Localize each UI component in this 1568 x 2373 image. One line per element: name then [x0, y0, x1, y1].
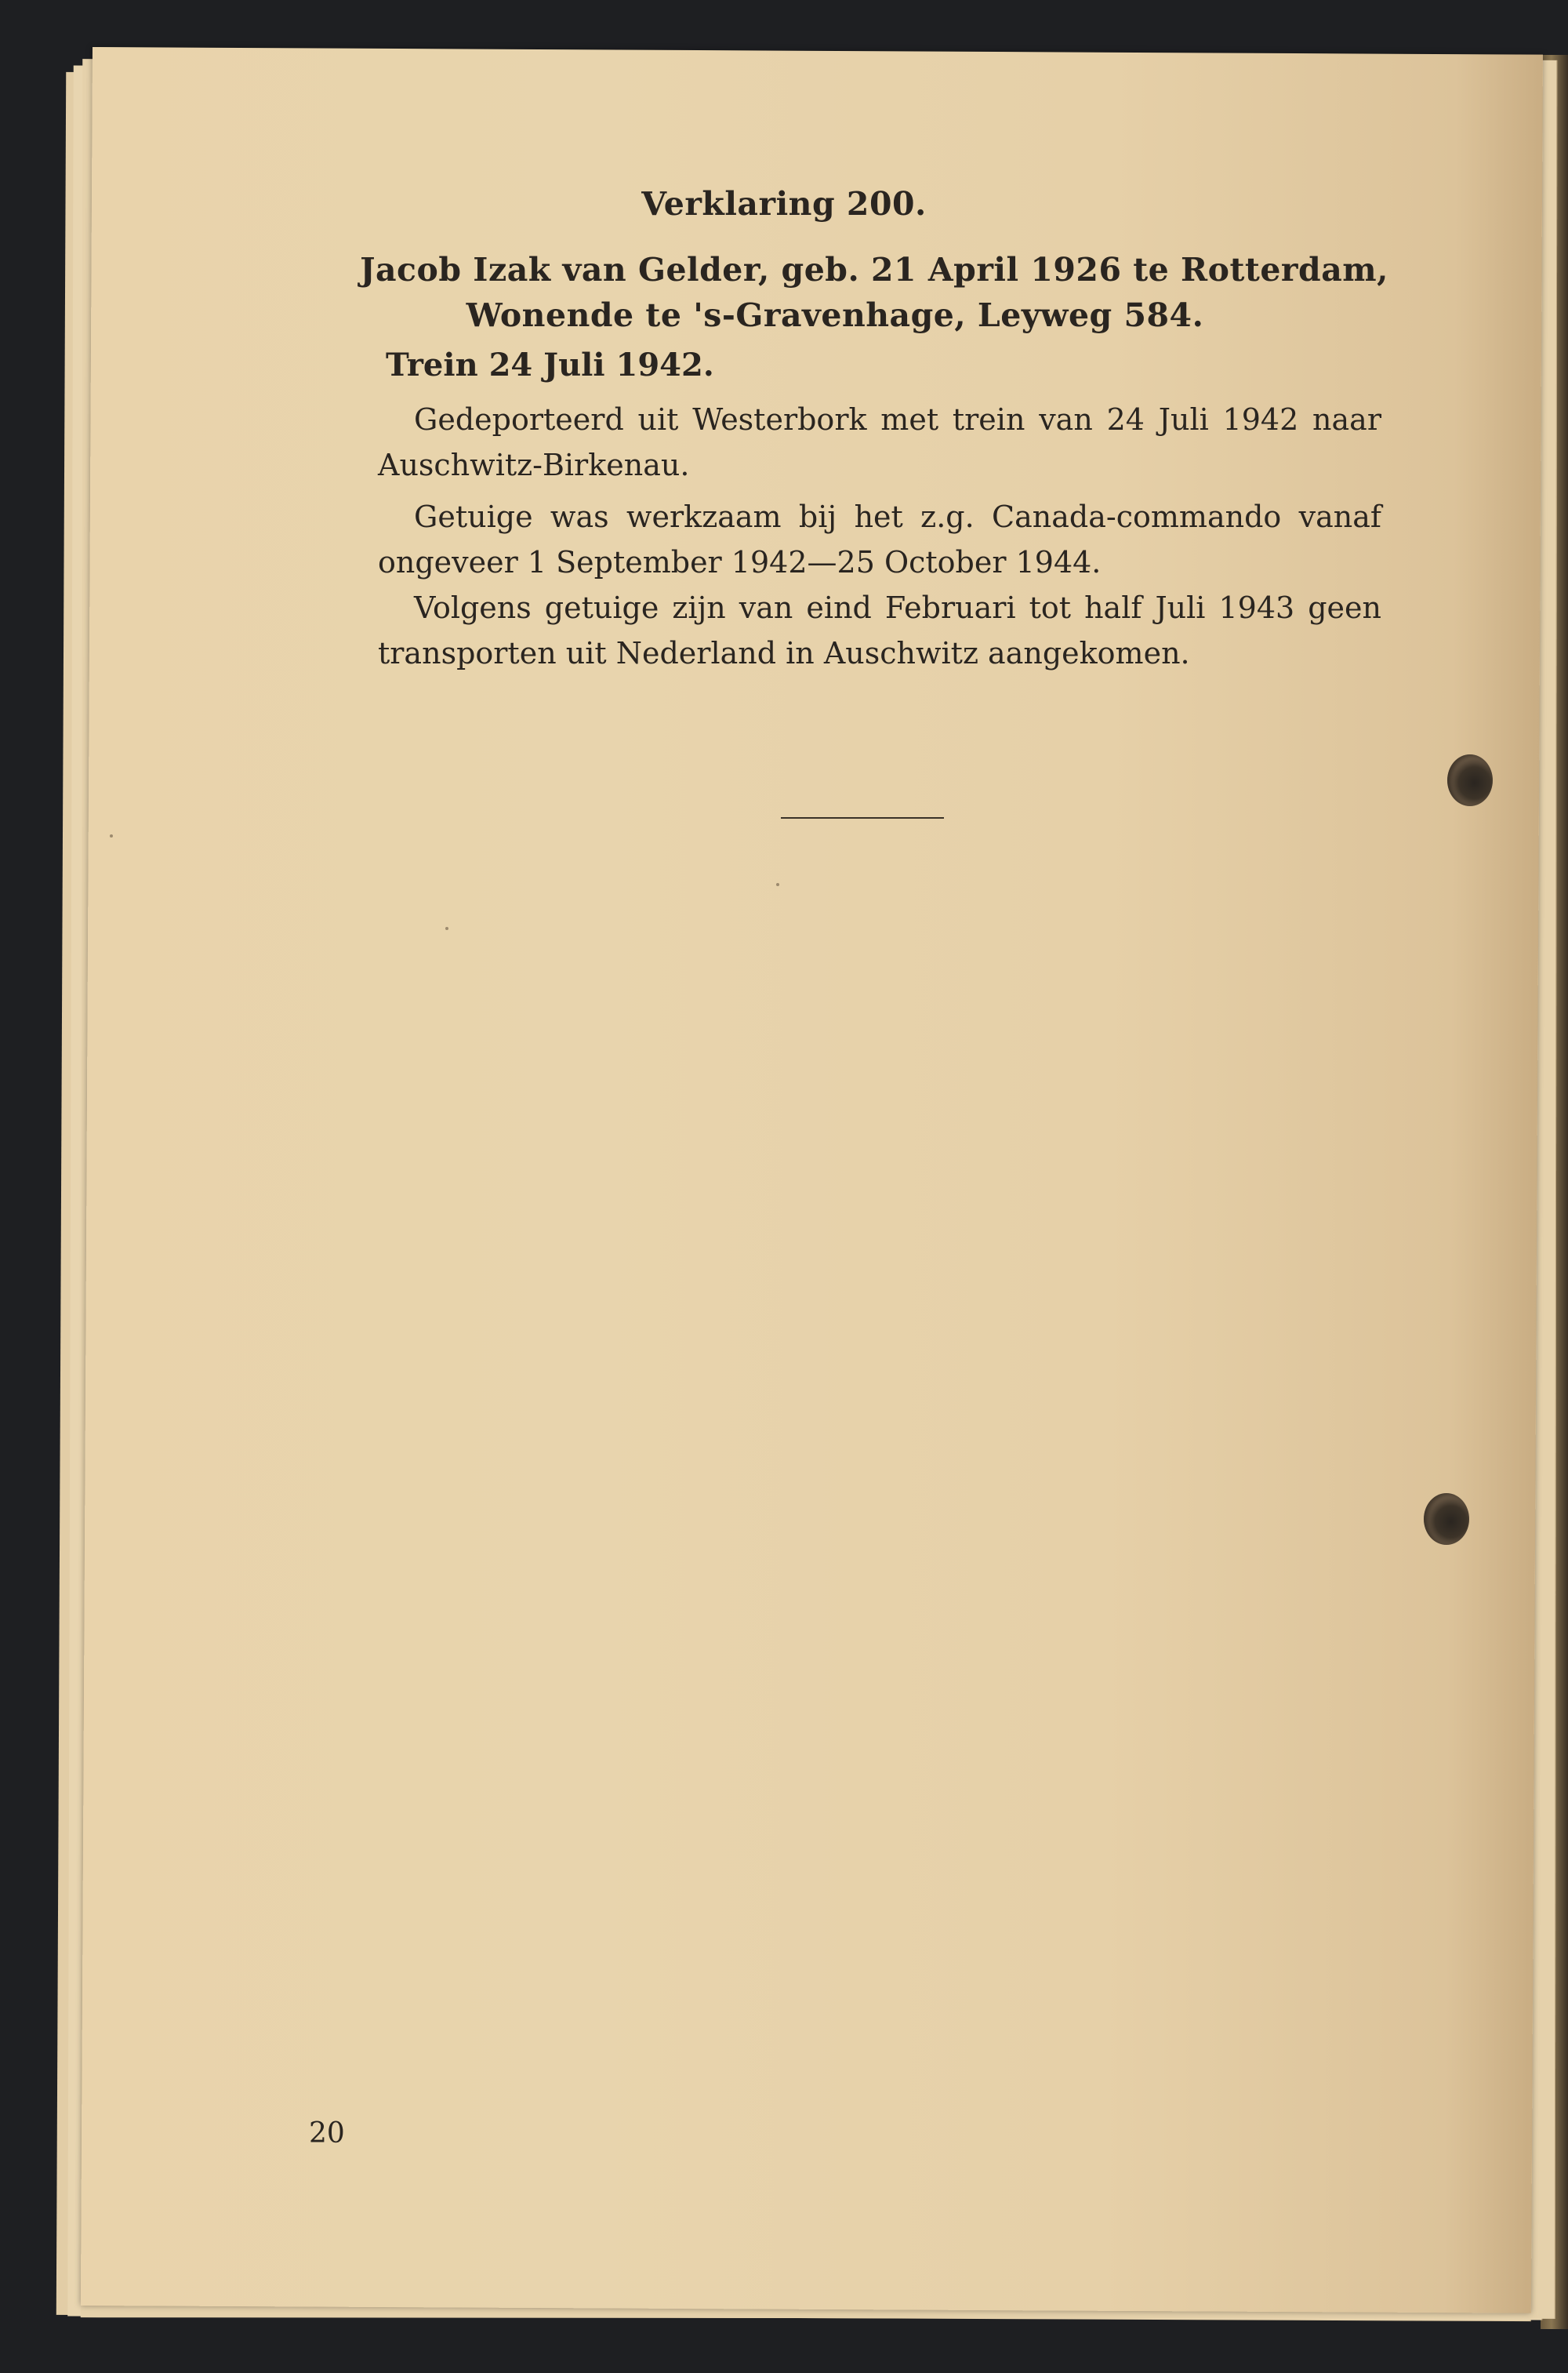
witness-name-line: Jacob Izak van Gelder, geb. 21 April 1926 te Rotterdam, [360, 251, 1388, 289]
witness-address-line: Wonende te 's-Gravenhage, Leyweg 584. [466, 296, 1204, 334]
paragraph-transports: Volgens getuige zijn van eind Februari tot half Juli 1943 geen transporten uit Nederland in Auschwitz aangekomen. [378, 591, 1381, 670]
document-title: Verklaring 200. [641, 185, 927, 223]
punch-hole [1447, 754, 1493, 806]
section-divider [781, 817, 944, 819]
train-heading: Trein 24 Juli 1942. [386, 347, 714, 383]
page-number: 20 [309, 2117, 345, 2150]
paragraph-deportation: Gedeporteerd uit Westerbork met trein van 24 Juli 1942 naar Auschwitz-Birkenau. [378, 402, 1381, 482]
punch-hole [1424, 1493, 1469, 1545]
paper-speck [776, 883, 779, 886]
document-page [81, 47, 1543, 2313]
paper-speck [110, 834, 113, 838]
paper-speck [445, 927, 448, 930]
paragraph-work: Getuige was werkzaam bij het z.g. Canada-commando vanaf ongeveer 1 September 1942—25 October 1944. [378, 500, 1381, 580]
